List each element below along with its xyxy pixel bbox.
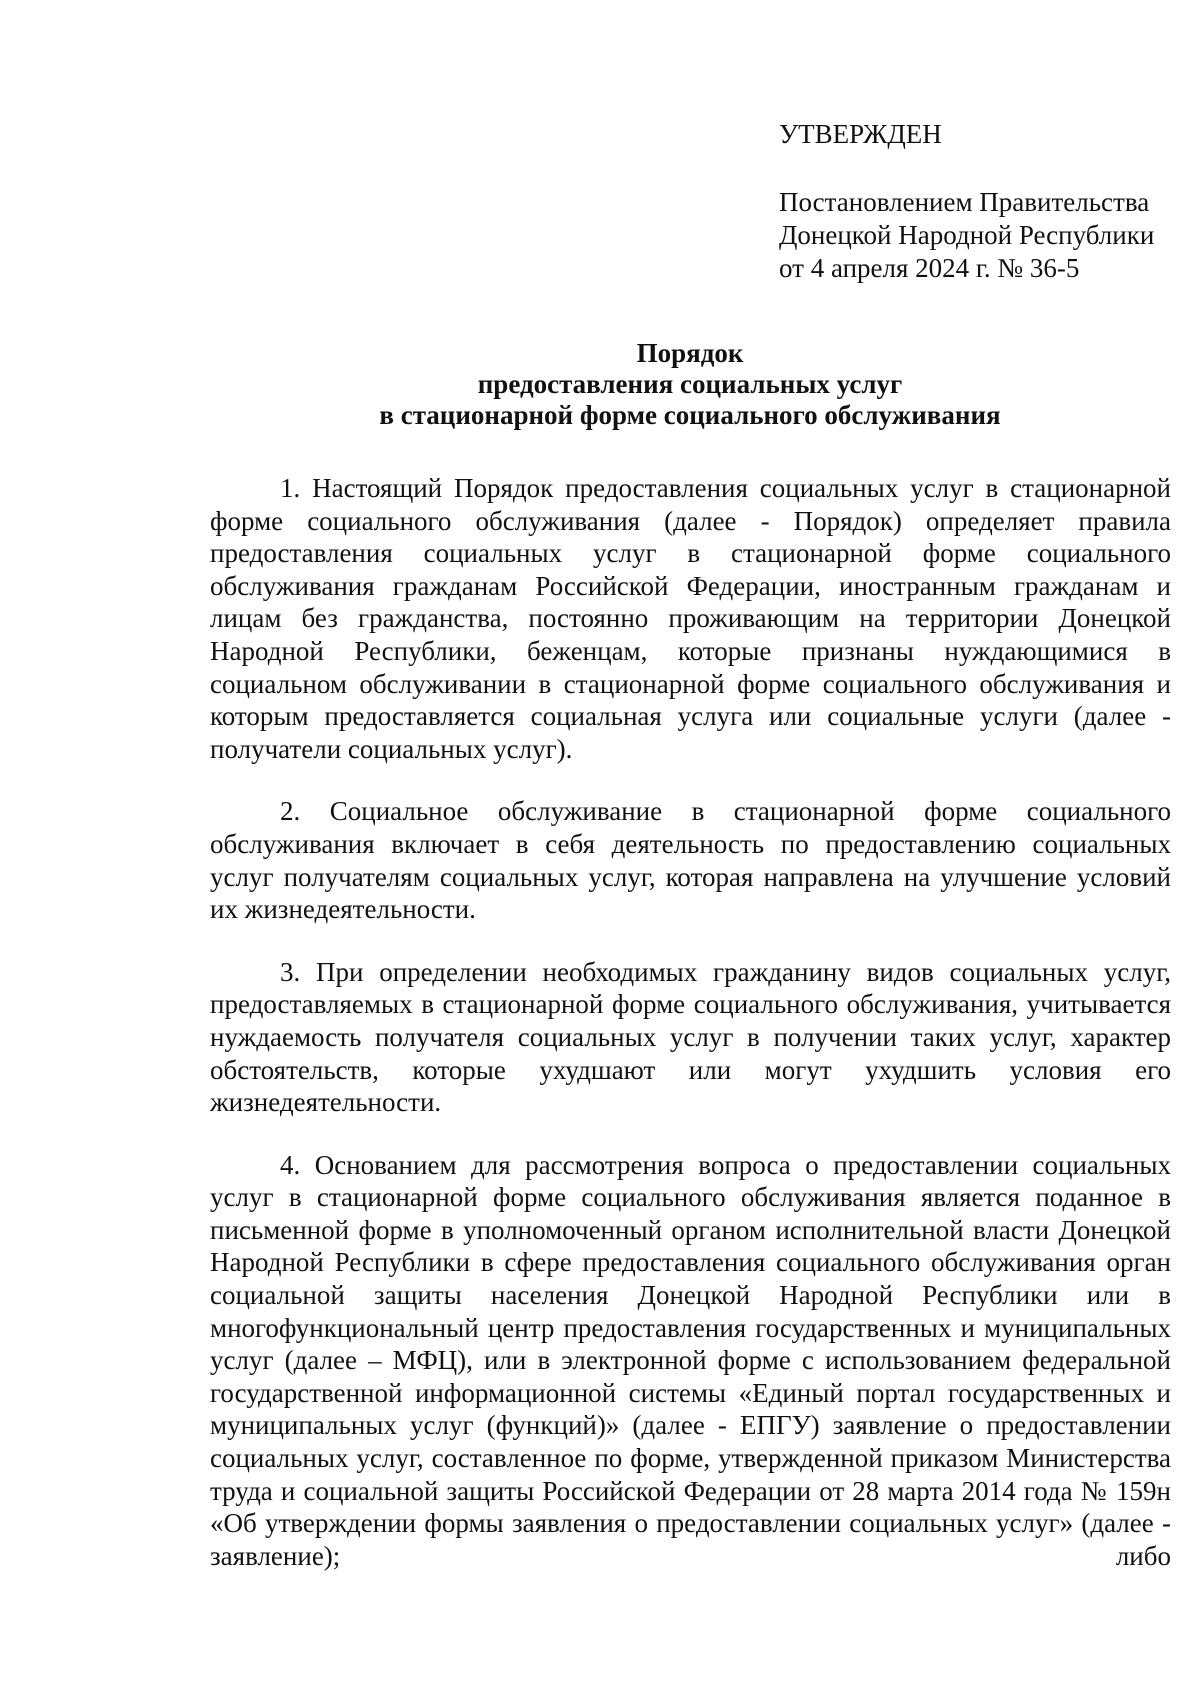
title-line: Порядок bbox=[636, 338, 744, 368]
title-line: предоставления социальных услуг bbox=[477, 369, 903, 399]
decree-line: Донецкой Народной Республики bbox=[779, 220, 1155, 250]
document-body bbox=[210, 472, 1171, 1602]
decree-line: от 4 апреля 2024 г. № 36-5 bbox=[779, 253, 1080, 283]
paragraph-1: 1. Настоящий Порядок предоставления социальных услуг в стационарной форме социального обслуживания (далее - Порядок) определяет правила предоставления социальных услуг в стационарной форме социального обслуживания гражданам Российской Федерации, иностранным гражданам и лицам без гражданства, постоянно проживающим на территории Донецкой Народной Республики, беженцам, которые признаны нуждающимися в социальном обслуживании в стационарной форме социального обслуживания и которым предоставляется социальная услуга или социальные услуги (далее - получатели социальных услуг). bbox=[210, 473, 1171, 764]
approval-stamp: УТВЕРЖДЕН bbox=[779, 119, 942, 149]
approval-block bbox=[779, 118, 1179, 285]
approval-decree bbox=[779, 186, 1179, 285]
paragraph-2: 2. Социальное обслуживание в стационарной форме социального обслуживания включает в себя деятельность по предоставлению социальных услуг получателям социальных услуг, которая направлена на улучшение условий их жизнедеятельности. bbox=[210, 796, 1171, 925]
title-line: в стационарной форме социального обслуживания bbox=[379, 400, 1001, 430]
paragraph-3: 3. При определении необходимых гражданину видов социальных услуг, предоставляемых в стационарной форме социального обслуживания, учитывается нуждаемость получателя социальных услуг в получении таких услуг, характер обстоятельств, которые ухудшают или могут ухудшить условия его жизнедеятельности. bbox=[210, 956, 1171, 1118]
document-title bbox=[210, 338, 1170, 431]
paragraph-4: 4. Основанием для рассмотрения вопроса о предоставлении социальных услуг в стационарной форме социального обслуживания является поданное в письменной форме в уполномоченный органом исполнительной власти Донецкой Народной Республики в сфере предоставления социального обслуживания орган социальной защиты населения Донецкой Народной Республики или в многофункциональный центр предоставления государственных и муниципальных услуг (далее – МФЦ), или в электронной форме с использованием федеральной государственной информационной системы «Единый портал государственных и муниципальных услуг (функций)» (далее - ЕПГУ) заявление о предоставлении социальных услуг, составленное по форме, утвержденной приказом Министерства труда и социальной защиты Российской Федерации от 28 марта 2014 года № 159н «Об утверждении формы заявления о предоставлении социальных услуг» (далее - заявление); либо bbox=[210, 1149, 1171, 1571]
decree-line: Постановлением Правительства bbox=[779, 187, 1150, 217]
